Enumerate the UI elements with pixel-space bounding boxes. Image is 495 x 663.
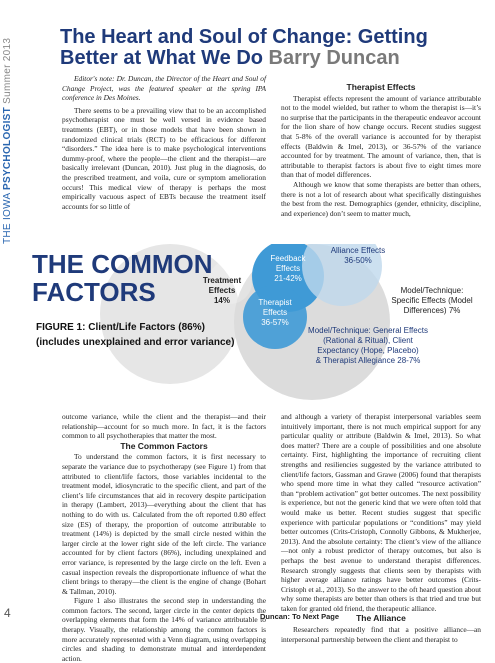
left-paragraph-1: There seems to be a prevailing view that to be an accomplished psychotherapist one must be well versed in evidence based treatments (EBT), or in those models that have been shown in randomized clinical trials (RCT) to be efficacious for different “disorders.” The idea here is to make psychological interventions dummy-proof, where the people—the client and the therapist—are basically irrelevant (Duncan, 2010). Just plug in the diagnosis, do the prescribed treatment, and voila, cure or symptom amelioration occurs! This medical view of therapy is perhaps the most empirically vacuous aspect of EBTs because the treatment itself accounts for so little of — [62, 105, 266, 211]
figure-title — [32, 250, 213, 306]
article-title — [60, 27, 460, 69]
figure-title-line2: FACTORS — [32, 277, 156, 307]
heading-common-factors: The Common Factors — [120, 440, 208, 451]
page-number: 4 — [4, 606, 11, 620]
left-paragraph-3: Figure 1 also illustrates the second step in understanding the common factors. The second, larger circle in the center depicts the overlapping elements that form the 14% of variance attributable to therapy. Visually, the relationship among the common factors is more accurately represented with a Venn diagram, using overlapping circles and shading to demonstrate mutual and interdependent action. — [62, 596, 266, 663]
left-paragraph-0: outcome variance, while the client and the therapist—and their relationship—account for so much more. In fact, it is the factors common to all psychotherapies that matter the most. — [62, 412, 266, 441]
specific-effects-label: Model/Technique: Specific Effects (Model Differences) 7% — [391, 286, 473, 315]
right-column-top — [281, 82, 481, 218]
figure-title-line1: THE COMMON — [32, 249, 213, 279]
left-column-bottom — [62, 412, 266, 663]
right-paragraph-4: Researchers repeatedly find that a positive alliance—an interpersonal partnership between the client and therapist to — [281, 625, 481, 644]
left-column-top — [62, 74, 266, 211]
feedback-label: Feedback Effects 21-42% — [270, 254, 306, 283]
right-paragraph-1: Therapist effects represent the amount of variance attributable not to the model wielded, but rather to whom the therapist is—it’s no surprise that the participants in the therapeutic endeavor account for the lion share of how change occurs. Recent studies suggest that 5-8% of the overall variance is accounted for by therapist effects (Baldwin & Imel, 2013), or 36-57% of the variance accounted for by treatment. The amount of variance, then, that is attributable to therapist factors is about five to eight times more than that of model differences. — [281, 93, 481, 180]
title-main: The Heart and Soul of Change: Getting Better at What We Do — [60, 26, 428, 69]
therapist-label: Therapist Effects 36-57% — [258, 298, 292, 327]
caption-line1: FIGURE 1: Client/Life Factors (86%) — [36, 322, 205, 333]
figure-caption — [36, 320, 234, 350]
heading-therapist-effects: Therapist Effects — [346, 82, 416, 92]
heading-alliance: The Alliance — [356, 613, 406, 624]
continued-note[interactable]: Duncan: To Next Page — [260, 612, 340, 621]
treatment-label: Treatment Effects 14% — [202, 276, 242, 305]
left-paragraph-2: To understand the common factors, it is first necessary to separate the variance due to psychotherapy (see Figure 1) from that attributed to client/life factors, those variables incidental to the treatment model, idiosyncratic to the specific client, and part of the client’s life circumstances that aid in recovery despite participation in therapy (Lambert, 2013)—everything about the client that has nothing to do with us. Calculated from the oft reported 0.80 effect size (ES) of therapy, the proportion of outcome attributable to treatment (14%) is depicted by the small circle nested within the larger circle at the lower right side of the left circle. The variance accounted for by client factors (86%), including unexplained and error variance, is represented by the large circle on the left. Even a casual inspection reveals the disproportionate influence of what the client brings to therapy—the client is the engine of change (Bohart & Tallman, 2010). — [62, 452, 266, 596]
right-paragraph-2: Although we know that some therapists are better than others, there is not a lot of research about what specifically distinguishes the best from the rest. Demographics (gender, ethnicity, discipline, and experience) don’t seem to matter much, — [281, 179, 481, 218]
alliance-label: Alliance Effects 36-50% — [330, 246, 386, 265]
general-effects-label: Model/Technique: General Effects (Rational & Ritual), Client Expectancy (Hope, Placebo) & Therapist Allegiance 28-7% — [308, 326, 428, 365]
sidebar-label — [2, 38, 13, 244]
caption-line2: (includes unexplained and error variance) — [36, 337, 235, 348]
right-paragraph-3: and although a variety of therapist interpersonal variables seem intuitively important, there is not much empirical support for any particular quality or attribute (Baldwin & Imel, 2013). So what does matter? There are a couple of possibilities and one absolute certainty. First, highlighting the importance of recruiting client strengths and resiliencies suggested by the variance attributed to client/life factors, Gassman and Grawe (2006) found that therapists who spend more time in what they called “resource activation” than “problem activation” got better outcomes. The next possibility is experience, but not the generic kind that we were often told that would make us better. Recent studies suggest that specific experience with particular populations or “conditions” may yield better outcomes (Crits-Cristoph, Connolly Gibbons, & Mukherjee, 2013). And the absolute certainty: The client’s view of the alliance—not only a robust predictor of therapy outcomes, but also is perhaps the best avenue to understand therapist differences. Research strongly suggests that clients seen by therapists with higher average alliance ratings have better outcomes (Crits-Cristoph et al., 2013). So the answer to the oft heard question about why some therapists are better than others is that tried and true but taken for granted old friend, the therapeutic alliance. — [281, 412, 481, 613]
sidebar-brand: PSYCHOLOGIST — [2, 106, 13, 190]
common-factors-figure — [30, 244, 480, 404]
sidebar-prefix: THE IOWA — [2, 190, 13, 244]
issue-sidebar — [2, 14, 16, 264]
right-column-bottom — [281, 412, 481, 644]
editor-note: Editor's note: Dr. Duncan, the Director of the Heart and Soul of Change Project, was the featured speaker at the spring IPA conference in Des Moines. — [62, 74, 266, 103]
title-author: Barry Duncan — [268, 47, 400, 69]
sidebar-issue: Summer 2013 — [2, 37, 13, 107]
